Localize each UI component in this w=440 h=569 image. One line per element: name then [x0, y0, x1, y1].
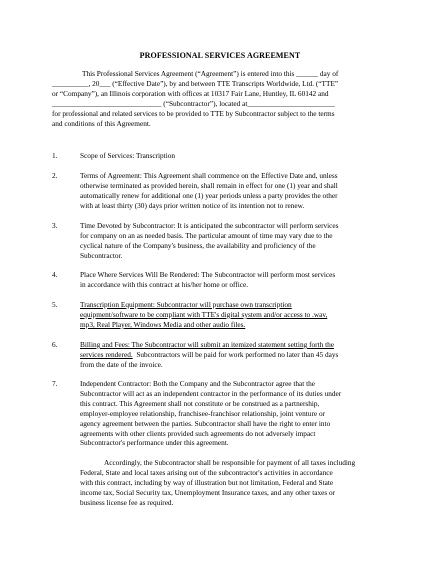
section-number: 2. — [52, 171, 58, 180]
section-line: Subcontractor's performance under this agreement. — [80, 438, 229, 448]
section-line: in accordance with this contract at his/her home or office. — [80, 279, 249, 289]
section-line: with at least thirty (30) days prior written notice of its intention not to renew. — [80, 200, 305, 210]
section-line: agreements with other clients provided such agreements do not adversely impact — [80, 428, 316, 438]
section-line: Subcontractor. — [80, 250, 123, 260]
section-number: 1. — [52, 151, 58, 160]
section-line: automatically renew for additional one (1) year periods unless a party provides the other — [80, 190, 338, 200]
section-line: Place Where Services Will Be Rendered: The Subcontractor will perform most services — [80, 270, 336, 279]
section-line: employer-employee relationship, franchisee-franchisor relationship, joint venture or — [80, 408, 326, 418]
paragraph-line: Federal, State and local taxes arising out of the subcontractor's activities in accordance — [80, 467, 333, 477]
intro-line: and conditions of this Agreement. — [52, 118, 151, 128]
section-number: 6. — [52, 340, 58, 349]
section-line — [80, 350, 402, 360]
intro-line: ______________________________ (“Subcontractor”), located at________________________ — [52, 98, 335, 108]
section-line: Terms of Agreement: This Agreement shall commence on the Effective Date and, unless — [80, 171, 338, 180]
paragraph-line: income tax, Social Security tax, Unemployment Insurance taxes, and any other taxes or — [80, 487, 336, 497]
section-line: Transcription Equipment: Subcontractor will purchase own transcription — [80, 300, 292, 309]
taxes-paragraph — [80, 458, 402, 508]
intro-line: for professional and related services to be provided to TTE by Subcontractor subject to the terms — [52, 108, 335, 118]
section-line: mp3, Real Player, Windows Media and other audio files. — [80, 319, 246, 329]
section-line: this contract. This Agreement shall not constitute or be construed as a partnership, — [80, 398, 320, 408]
section-line-underlined: services rendered. — [80, 349, 133, 359]
paragraph-line: business license fee as required. — [80, 497, 174, 507]
section-line: for company on an as needed basis. The particular amount of time may vary due to the — [80, 230, 333, 240]
section-number: 4. — [52, 270, 58, 279]
section-number: 7. — [52, 379, 58, 388]
section-line: Subcontractor will act as an independent contractor in the performance of its duties under — [80, 388, 342, 398]
section-line-continued: Subcontractors will be paid for work performed no later than 45 days — [136, 349, 339, 359]
intro-line: or “Company”), an Illinois corporation with offices at 10317 Fair Lane, Huntley, IL 60142 and — [52, 88, 329, 98]
intro-line: __________, 20___ (“Effective Date”), by and between TTE Transcripts Worldwide, Ltd. (“TTE” — [52, 78, 339, 88]
section-line: agency agreement between the parties. Subcontractor shall have the right to enter into — [80, 418, 331, 428]
intro-paragraph — [52, 69, 392, 128]
section-line: otherwise terminated as provided herein, shall remain in effect for one (1) year and shall — [80, 180, 338, 190]
section-line: from the date of the invoice. — [80, 359, 163, 369]
section-line: Time Devoted by Subcontractor: It is anticipated the subcontractor will perform services — [80, 221, 339, 230]
section-number: 5. — [52, 300, 58, 309]
section-line: equipment/software to be compliant with TTE's digital system and/or access to .wav, — [80, 309, 328, 319]
paragraph-line: Accordingly, the Subcontractor shall be responsible for payment of all taxes including — [104, 458, 356, 467]
section-line: Billing and Fees: The Subcontractor will submit an itemized statement setting forth the — [80, 340, 334, 349]
section-line: Independent Contractor: Both the Company and the Subcontractor agree that the — [80, 379, 316, 388]
section-number: 3. — [52, 221, 58, 230]
paragraph-line: with this contract, including by way of illustration but not limitation, Federal and State — [80, 477, 334, 487]
section-line: cyclical nature of the Company's business, the availability and proficiency of the — [80, 240, 316, 250]
intro-line: This Professional Services Agreement (“Agreement”) is entered into this ______ day of — [82, 69, 339, 78]
section-line: Scope of Services: Transcription — [80, 151, 176, 160]
document-title: PROFESSIONAL SERVICES AGREEMENT — [139, 51, 301, 60]
